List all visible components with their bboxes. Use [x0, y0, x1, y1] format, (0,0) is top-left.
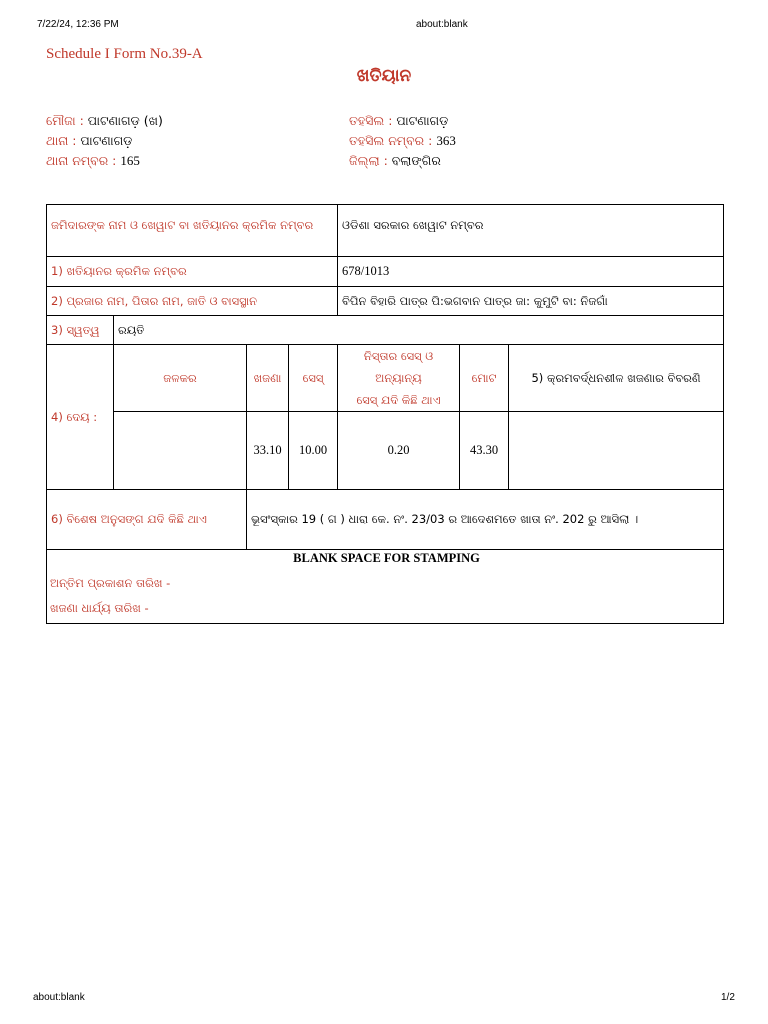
right-label: 3) ସ୍ୱତ୍ୱ: [47, 316, 114, 345]
table-row: [47, 550, 724, 624]
browser-url: about:blank: [416, 19, 468, 30]
khatiyan-serial-value: 678/1013: [338, 257, 724, 287]
rent-fixation-date: ଖଜଣା ଧାର୍ଯ୍ୟ ତାରିଖ -: [50, 601, 149, 615]
stamp-title: BLANK SPACE FOR STAMPING: [293, 551, 480, 565]
district-value: ବଲାଙ୍ଗିର: [391, 153, 441, 168]
thana-value: ପାଟଣାଗଡ଼: [80, 133, 133, 148]
table-row: [47, 490, 724, 550]
dues-label: 4) ଦେୟ :: [47, 345, 114, 490]
header-khajana: ଖଜଣା: [247, 345, 289, 412]
final-publication-date: ଅନ୍ତିମ ପ୍ରକାଶନ ତାରିଖ -: [50, 576, 171, 590]
stamp-area: [47, 550, 724, 624]
tahasil-label: ତହସିଲ :: [349, 113, 397, 128]
value-jalakar: [114, 412, 247, 490]
special-note-label: 6) ବିଶେଷ ଅନୁସଙ୍ଗ ଯଦି କିଛି ଥାଏ: [47, 490, 247, 550]
tahasil-number-label: ତହସିଲ ନମ୍ବର :: [349, 133, 437, 148]
header-col5: 5) କ୍ରମବର୍ଦ୍ଧନଶୀଳ ଖଜଣାର ବିବରଣି: [509, 345, 724, 412]
page-title: ଖତିୟାନ: [356, 66, 412, 86]
special-note-value: ଭୂସଂସ୍କାର 19 ( ଗ ) ଧାରା କେ. ନଂ. 23/03 ର ଆଦେଶମତେ ଖାତା ନଂ. 202 ରୁ ଆସିଲା ।: [247, 490, 724, 550]
district-line: [349, 151, 456, 171]
info-right: [349, 111, 456, 171]
value-khajana: 33.10: [247, 412, 289, 490]
header-nistar-line1: ନିସ୍ତାର ସେସ୍ ଓ ଅନ୍ୟାନ୍ୟ: [363, 349, 434, 385]
table-row: [47, 316, 724, 345]
table-row: [47, 412, 724, 490]
thana-number-label: ଥାନା ନମ୍ବର :: [46, 153, 121, 168]
tenant-label: 2) ପ୍ରଜାର ନାମ, ପିତାର ନାମ, ଜାତି ଓ ବାସସ୍ଥାନ: [47, 287, 338, 316]
mouza-label: ମୌଜା :: [46, 113, 88, 128]
thana-line: [46, 131, 163, 151]
value-ses: 10.00: [289, 412, 338, 490]
table-row: [47, 287, 724, 316]
tahasil-line: [349, 111, 456, 131]
info-left: [46, 111, 163, 171]
khatiyan-serial-label: 1) ଖତିୟାନର କ୍ରମିକ ନମ୍ବର: [47, 257, 338, 287]
khatiyan-table: [46, 204, 724, 624]
tahasil-number-value: 363: [436, 133, 456, 148]
header-nistar: [338, 345, 460, 412]
tahasil-number-line: [349, 131, 456, 151]
table-row: [47, 257, 724, 287]
mouza-value: ପାଟଣାଗଡ଼ (ଖ): [87, 113, 163, 128]
header-ses: ସେସ୍: [289, 345, 338, 412]
footer-url: about:blank: [33, 992, 85, 1003]
table-row: [47, 205, 724, 257]
tahasil-value: ପାଟଣାଗଡ଼: [396, 113, 449, 128]
browser-datetime: 7/22/24, 12:36 PM: [37, 19, 119, 30]
thana-number-line: [46, 151, 163, 171]
value-nistar: 0.20: [338, 412, 460, 490]
zamindar-label: ଜମିଦାରଙ୍କ ନାମ ଓ ଖେୱାଟ ବା ଖତିୟାନର କ୍ରମିକ ନମ୍ବର: [47, 205, 338, 257]
right-value: ରୟତି: [114, 316, 724, 345]
page-number: 1/2: [721, 992, 735, 1003]
form-number: Schedule I Form No.39-A: [46, 46, 203, 62]
header-nistar-line2: ସେସ୍ ଯଦି କିଛି ଥାଏ: [356, 393, 441, 407]
zamindar-value: ଓଡିଶା ସରକାର ଖେୱାଟ ନମ୍ବର: [338, 205, 724, 257]
header-jalakar: ଜଳକର: [114, 345, 247, 412]
value-col5: [509, 412, 724, 490]
thana-label: ଥାନା :: [46, 133, 81, 148]
table-row: [47, 345, 724, 412]
thana-number-value: 165: [120, 153, 140, 168]
header-mot: ମୋଟ: [460, 345, 509, 412]
mouza-line: [46, 111, 163, 131]
value-mot: 43.30: [460, 412, 509, 490]
tenant-value: ବିପିନ ବିହାରି ପାତ୍ର ପି:ଭଗବାନ ପାତ୍ର ଜା: କୁମୁଟି ବା: ନିଜଗାଁ: [338, 287, 724, 316]
district-label: ଜିଲ୍ଲା :: [349, 153, 392, 168]
